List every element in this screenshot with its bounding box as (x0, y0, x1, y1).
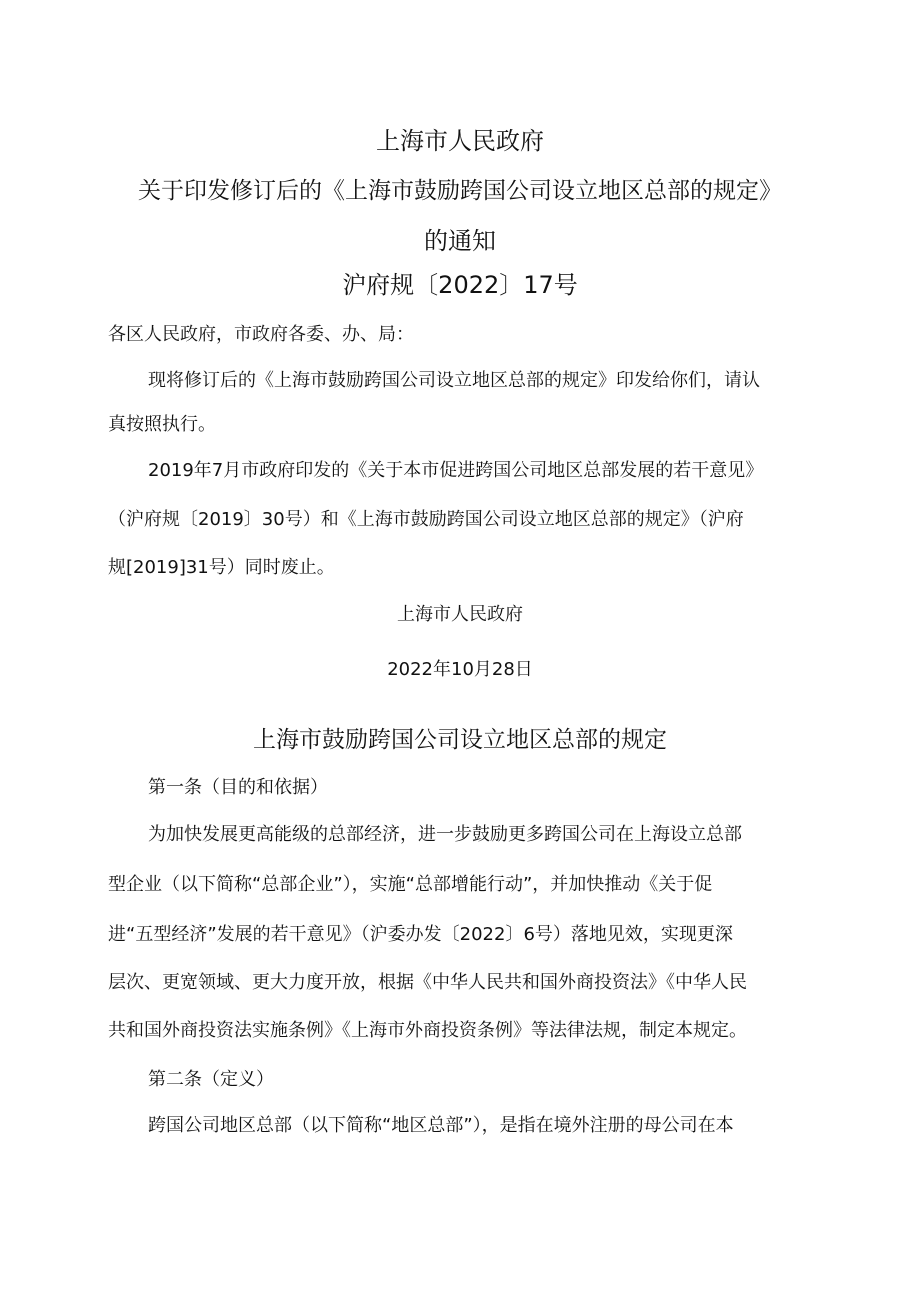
notice-title-issuer: 上海市人民政府 (376, 127, 544, 155)
signature-date: 2022年10月28日 (387, 659, 533, 680)
article-1-heading: 第一条（目的和依据） (148, 777, 328, 798)
paragraph-1-line-2: 真按照执行。 (108, 414, 216, 435)
article-1-line-3: 进“五型经济”发展的若干意见》（沪委办发〔2022〕6号）落地见效，实现更深 (108, 924, 733, 945)
salutation: 各区人民政府，市政府各委、办、局： (108, 324, 414, 345)
signature-issuer: 上海市人民政府 (397, 604, 523, 625)
article-2-line-1: 跨国公司地区总部（以下简称“地区总部”），是指在境外注册的母公司在本 (148, 1115, 734, 1136)
notice-title-suffix: 的通知 (424, 227, 496, 255)
regulation-title: 上海市鼓励跨国公司设立地区总部的规定 (253, 727, 667, 753)
article-2-heading: 第二条（定义） (148, 1069, 274, 1090)
paragraph-2-line-1: 2019年7月市政府印发的《关于本市促进跨国公司地区总部发展的若干意见》 (148, 460, 764, 481)
article-1-line-1: 为加快发展更高能级的总部经济，进一步鼓励更多跨国公司在上海设立总部 (148, 824, 742, 845)
article-1-line-4: 层次、更宽领域、更大力度开放，根据《中华人民共和国外商投资法》《中华人民 (108, 972, 747, 993)
article-1-line-2: 型企业（以下简称“总部企业”），实施“总部增能行动”，并加快推动《关于促 (108, 874, 713, 895)
paragraph-1-line-1: 现将修订后的《上海市鼓励跨国公司设立地区总部的规定》印发给你们，请认 (148, 370, 760, 391)
paragraph-2-line-2: （沪府规〔2019〕30号）和《上海市鼓励跨国公司设立地区总部的规定》（沪府 (108, 509, 744, 530)
article-1-line-5: 共和国外商投资法实施条例》《上海市外商投资条例》等法律法规，制定本规定。 (108, 1020, 747, 1041)
document-number: 沪府规〔2022〕17号 (342, 271, 578, 299)
notice-title-subject: 关于印发修订后的《上海市鼓励跨国公司设立地区总部的规定》 (138, 178, 782, 204)
paragraph-2-line-3: 规[2019]31号）同时废止。 (108, 557, 335, 578)
